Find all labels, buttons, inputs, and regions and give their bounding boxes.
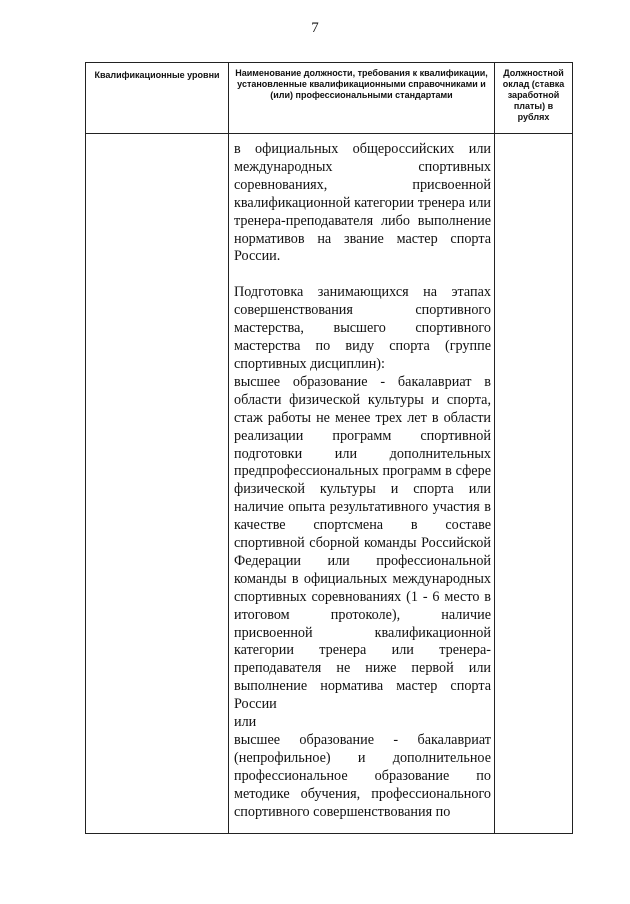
header-qualification-levels	[86, 63, 229, 134]
salary-cell	[495, 134, 573, 834]
requirements-paragraph-2: Подготовка занимающихся на этапах совершенствования спортивного мастерства, высшего спортивного мастерства по виду спорта (группе спортивных дисциплин):	[234, 284, 491, 372]
header-qualification-levels-text: Квалификационные уровни	[94, 70, 220, 80]
requirements-paragraph-1: в официальных общероссийских или международных спортивных соревнованиях, присвоенной квалификационной категории тренера или тренера-преподавателя либо выполнение нормативов на звание мастер спорта России.	[234, 141, 491, 265]
header-position-requirements	[229, 63, 495, 134]
requirements-paragraph-3: высшее образование - бакалавриат в области физической культуры и спорта, стаж работы не менее трех лет в области реализации программ спортивной подготовки или дополнительных предпрофессиональных программ в сфере физической культуры и спорта или наличие опыта результативного участия в качестве спортсмена в составе спортивной сборной команды Российской Федерации или профессиональной команды в официальных международных спортивных соревнованиях (1 - 6 место в итоговом протоколе), наличие присвоенной квалификационной категории тренера или тренера-преподавателя не ниже первой или выполнение норматива мастер спорта России	[234, 373, 491, 713]
paragraph-spacer	[234, 266, 491, 284]
requirements-cell	[229, 134, 495, 834]
page-number: 7	[311, 20, 319, 36]
table-row	[86, 134, 573, 834]
header-salary	[495, 63, 573, 134]
header-position-requirements-text: Наименование должности, требования к квалификации, установленные квалификационными справочниками и (или) профессиональными стандартами	[235, 68, 488, 100]
requirements-paragraph-or: или	[234, 714, 257, 731]
qualification-level-cell	[86, 134, 229, 834]
requirements-paragraph-4: высшее образование - бакалавриат (непрофильное) и дополнительное профессиональное образование по методике обучения, профессионального спортивного совершенствования по	[234, 732, 491, 820]
header-salary-text: Должностной оклад (ставка заработной платы) в рублях	[502, 68, 565, 122]
table-header-row	[86, 63, 573, 134]
qualification-table	[85, 62, 573, 834]
